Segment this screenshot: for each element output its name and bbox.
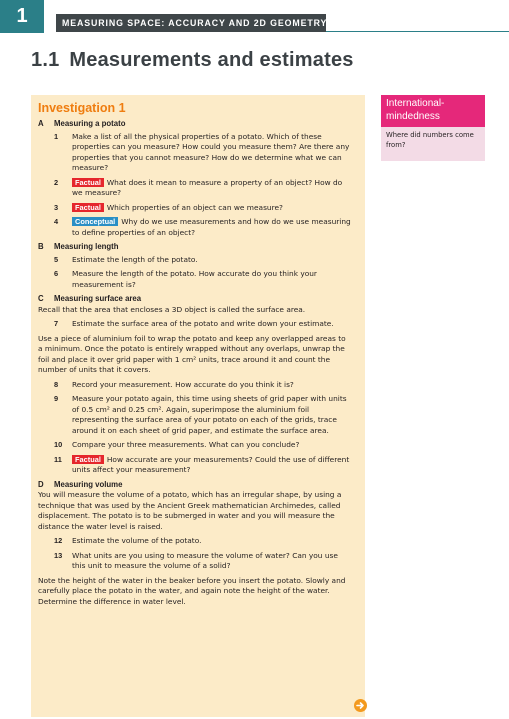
item-text: What units are you using to measure the volume of water? Can you use this unit to measure the volume of a solid? xyxy=(72,550,338,570)
water-instructions: Note the height of the water in the beaker before you insert the potato. Slowly and carefully place the potato in the water, and again note the height of the water. Determine the difference in water level. xyxy=(38,575,346,606)
section-title-text: Measurements and estimates xyxy=(69,49,354,71)
section-heading-text: Measuring surface area xyxy=(54,294,142,303)
chapter-title: MEASURING SPACE: ACCURACY AND 2D GEOMETRY xyxy=(56,14,326,32)
item-number: 6 xyxy=(54,269,59,278)
item-number: 9 xyxy=(54,394,59,403)
item-number: 7 xyxy=(54,319,59,328)
item-number: 10 xyxy=(54,440,63,449)
list-item xyxy=(38,269,358,290)
item-text: Estimate the volume of the potato. xyxy=(72,536,202,545)
list-item xyxy=(38,551,358,572)
list-item xyxy=(38,203,358,214)
factual-badge: Factual xyxy=(72,178,104,187)
item-number: 3 xyxy=(54,202,59,212)
item-text: Estimate the surface area of the potato and write down your estimate. xyxy=(72,319,334,328)
conceptual-badge: Conceptual xyxy=(72,217,118,226)
item-text: Which properties of an object can we measure? xyxy=(106,202,283,212)
section-letter: C xyxy=(38,294,44,303)
section-intro: Recall that the area that encloses a 3D object is called the surface area. xyxy=(38,304,306,314)
section-heading-b xyxy=(38,242,358,253)
list-item xyxy=(38,394,358,436)
section-heading-text: Measuring a potato xyxy=(54,119,126,128)
sidebar-text: Where did numbers come from? xyxy=(386,131,474,149)
factual-badge: Factual xyxy=(72,455,104,464)
international-mindedness-box xyxy=(381,95,485,161)
list-item xyxy=(38,132,358,174)
item-text: Why do we use measurements and how do we use measuring to define properties of an object? xyxy=(72,217,351,237)
continue-arrow-icon[interactable] xyxy=(354,699,367,712)
item-number: 5 xyxy=(54,254,59,264)
item-text: What does it mean to measure a property of an object? How do we measure? xyxy=(72,177,343,197)
list-item xyxy=(38,178,358,199)
investigation-box xyxy=(31,95,365,717)
foil-instructions: Use a piece of aluminium foil to wrap the potato and keep any overlapped areas to a minimum. Once the potato is entirely wrapped without any overlaps, unwrap the foil and place it over grid paper with 1 cm² units, trace around it and count the number of units that it covers. xyxy=(38,333,346,374)
item-number: 4 xyxy=(54,217,59,226)
item-number: 1 xyxy=(54,131,59,141)
factual-badge: Factual xyxy=(72,203,104,212)
section-letter: A xyxy=(38,119,44,128)
section-heading-text: Measuring volume xyxy=(54,479,123,489)
item-text: Estimate the length of the potato. xyxy=(72,254,198,264)
section-heading-d xyxy=(38,480,358,491)
chapter-number: 1 xyxy=(0,0,44,33)
section-heading-text: Measuring length xyxy=(54,242,119,251)
section-letter: B xyxy=(38,242,44,251)
list-item xyxy=(38,536,358,547)
item-text: Compare your three measurements. What can you conclude? xyxy=(72,440,300,449)
list-item xyxy=(38,217,358,238)
item-text: Make a list of all the physical properties of a potato. Which of these properties can you measure? How could you measure them? Are there any properties that you cannot measure? How do we determine what we can measure? xyxy=(72,131,350,172)
list-item xyxy=(38,440,358,451)
item-text: Measure your potato again, this time using sheets of grid paper with units of 0.5 cm² and 0.25 cm². Again, superimpose the aluminium foil representing the surface area of your potato on each of the grids, trace around it on each sheet of grid paper, and estimate the surface area. xyxy=(72,394,347,435)
header-rule xyxy=(326,31,509,32)
item-number: 8 xyxy=(54,379,59,389)
list-item xyxy=(38,380,358,391)
item-text: Measure the length of the potato. How accurate do you think your measurement is? xyxy=(72,269,317,289)
list-item xyxy=(38,455,358,476)
section-intro: You will measure the volume of a potato, which has an irregular shape, by using a technique that was used by the Ancient Greek mathematician Archimedes, called displacement. The potato is to be submerged in water and you will measure the distance the water level is raised. xyxy=(38,490,342,531)
section-title xyxy=(31,49,354,72)
sidebar-title: International-mindedness xyxy=(381,95,485,127)
section-number: 1.1 xyxy=(31,49,60,71)
item-number: 11 xyxy=(54,454,62,464)
item-number: 2 xyxy=(54,177,59,187)
item-number: 13 xyxy=(54,550,63,560)
section-letter: D xyxy=(38,479,44,489)
item-number: 12 xyxy=(54,536,63,545)
item-text: Record your measurement. How accurate do you think it is? xyxy=(72,379,294,389)
section-heading-a xyxy=(38,119,358,130)
item-text: How accurate are your measurements? Could the use of different units affect your measurement? xyxy=(72,454,350,474)
list-item xyxy=(38,319,358,330)
section-heading-c xyxy=(38,294,358,305)
investigation-title: Investigation 1 xyxy=(38,101,126,115)
list-item xyxy=(38,255,358,266)
